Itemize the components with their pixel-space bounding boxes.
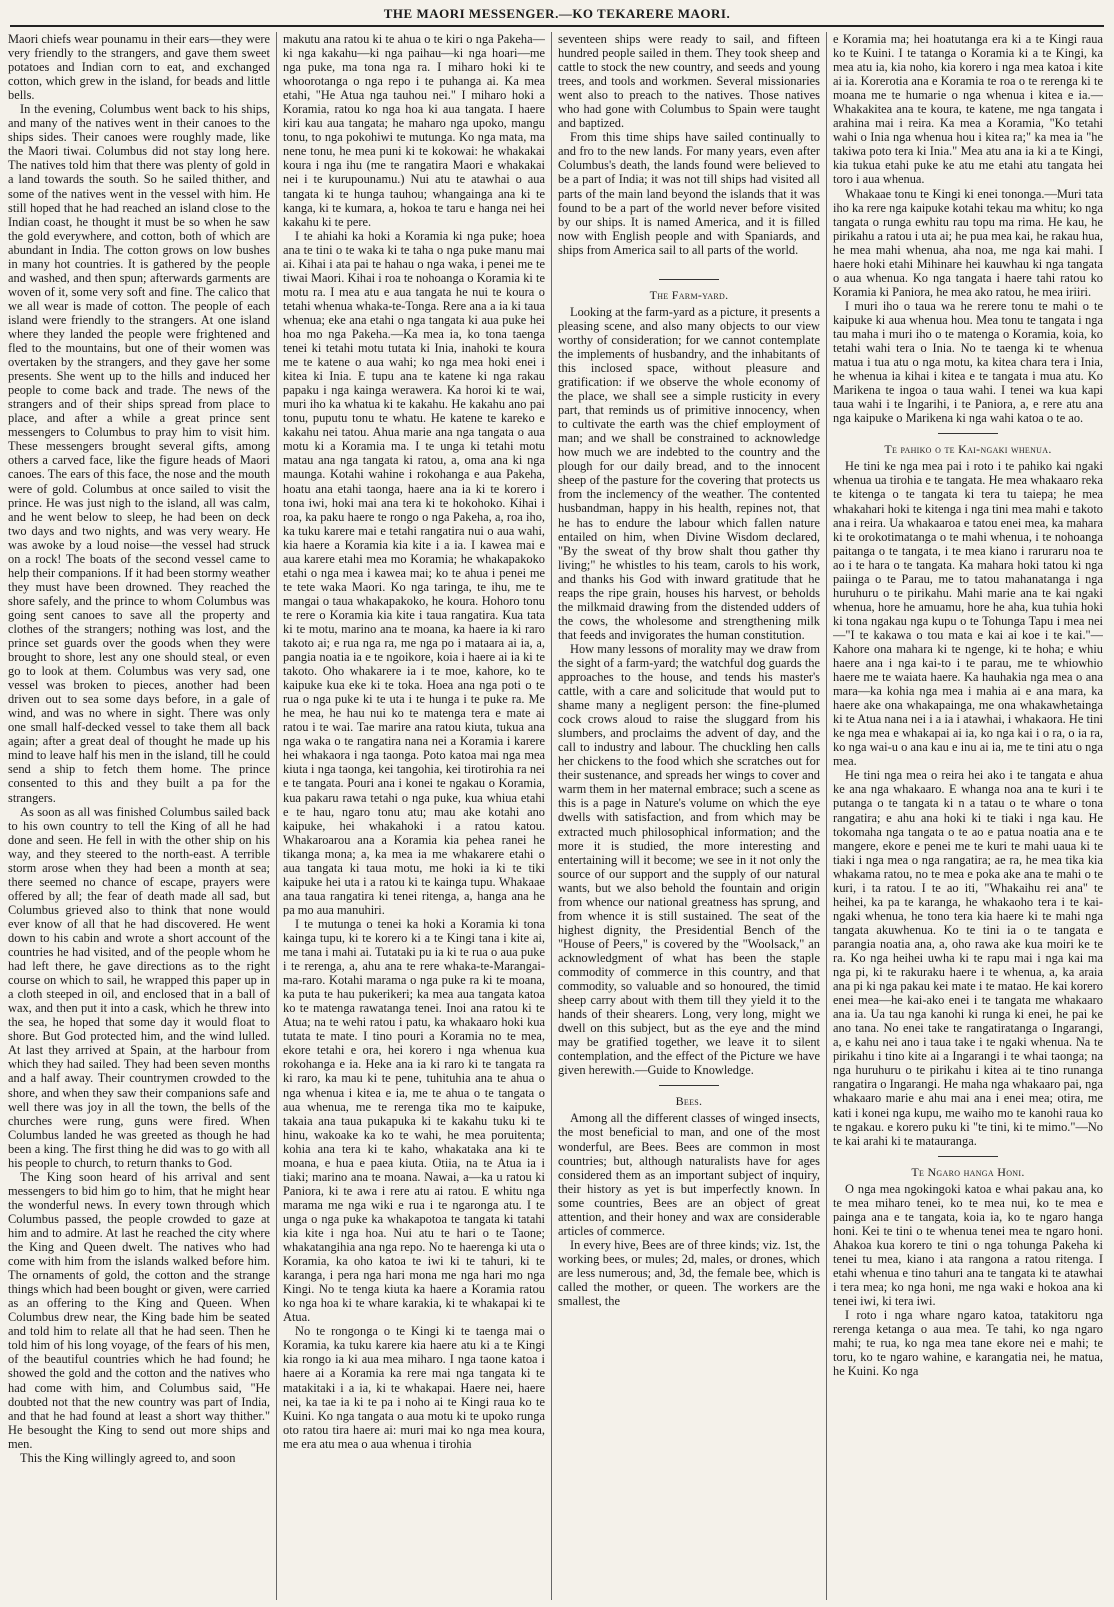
ngaro-honi-paragraph: O nga mea ngokingoki katoa e whai pakau ana, ko te mea miharo tenei, ko te mea nui, ko te mea e painga ana e te tangata, koia ia, ko te ngaro hanga honi. Kei te tini o te whenua tenei mea te ngaro honi. Ahakoa kua korero te tini o nga tohunga Pakeha ki tenei tu mea, kiano i ata rangona a ratou ritenga. I etahi whenua e tino tahuri ana te tangata ki te atawhai i tera mea; ko nga honi, me nga waki e hokoa ana ki tenei iwi, ki tera iwi. (833, 1181, 1103, 1309)
farm-yard-heading: The Farm-yard. (649, 287, 729, 302)
col4-paragraph: Whakaae tonu te Kingi ki enei tononga.—Muri tata iho ka rere nga kaipuke kotahi tekau ma whitu; ko nga tangata o runga ewhitu rau topu ma rima. He kau, he pirikahu a ratou i uta ai; he pua mea kai, he rakau hua, he mea mahi whenua, aha noa, me nga kai mahi. I haere hoki etahi Mihinare hei kauwhau ki nga tangata o aua whenua. Ko nga tangata i haere tahi ratou ko Koramia ki Paniora, he mea ako ratou, he mea iriiri. (833, 186, 1103, 299)
pahiko-heading: Te pahiko o te Kai-ngaki whenua. (884, 442, 1052, 457)
column-divider (551, 32, 552, 1600)
col4-paragraph: e Koramia ma; hei hoatutanga era ki a te Kingi raua ko te Kuini. I te tatanga o Koramia ki a te Kingi, ka mea atu ia, kia noho, kia korero i nga mea katoa i kite ai ia. Korerotia ana e Koramia te roa o te rerenga ki te moana me te humarie o nga whenua i kitea e ia.—Whakakitea ana te koura, te katene, me nga tangata i arahina mai i reira. Ka mea a Koramia, "Ko tetahi wahi o Inia nga whenua hou i kitea ra;" ka mea ia "he takiwa poto tera ki Inia." Mea atu ana ia ki a te Kingi, kia tukua etahi puke ke atu me etahi atu tangata hei toro i aua whenua. (833, 32, 1103, 187)
farm-yard-paragraph: How many lessons of morality may we draw from the sight of a farm-yard; the watchful dog guards the approaches to the house, and tends his master's cattle, with a care and solicitude that would put to shame many a negligent person: the fine-plumed cock crows aloud to raise the sluggard from his slumbers, and proclaims the advent of day, and the call to industry and labour. The chuckling hen calls her chickens to the food which she scratches out for their sustenance, and spreads her wings to cover and warm them in her maternal embrace; such a scene as this is a page in Nature's volume on which the eye dwells with satisfaction, and from which may be extracted much philosophical information; and the more it is studied, the more interesting and entertaining will it become; we see in it not only the source of our support and the supply of our natural wants, but we also behold the fountain and origin from whence our national greatness has sprung, and from whence it is still sustained. The seat of the highest dignity, the Presidential Bench of the "House of Peers," is covered by the "Woolsack," an acknowledgment of what has been the staple commodity of commerce in this country, and that commodity, so valuable and so honoured, the timid sheep carry about with them till they yield it to the hands of their shearers. Long, very long, might we dwell on this subject, but as the eye and the mind may be gratified together, we leave it to silent contemplation, and the effect of the Picture we have given herewith.—Guide to Knowledge. (558, 641, 820, 1078)
col3-paragraph: From this time ships have sailed continually to and fro to the new lands. For many years, even after Columbus's death, the lands found were believed to be a part of India; it was not till ships had visited all parts of the main land beyond the islands that it was found to be a part of the world never before visited by our ships. It is named America, and it is filled now with English people and with Spaniards, and ships from America sail to all parts of the world. (558, 130, 820, 257)
pahiko-paragraph: He tini nga mea o reira hei ako i te tangata e ahua ke ana nga whakaaro. E whanga noa ana te kuri i te putanga o te tangata ki n a tatau o te whare o tona rangatira; e ahu ana hoki ki te tiaki i nga kau. He tokomaha nga tangata o te ao e patua noatia ana e te mangere, ekore e penei me te kuri te mahi uaua ki te tiaki i nga mea o nga rangatira; ae ra, he mea tika kia whakama ratou, no te mea e poka ake ana te mahi o te kuri, i ta ratou. I te ao iti, "Whakaihu rei ana" te heihei, ka pa te karanga, he whakaoho tera i te kai-ngaki whenua, he tono tera kia haere ki te mahi nga tangata akuwhenua. Ko te tini ia o te tangata e parangia noatia ana, a, oho rawa ake kua moiri ke te ra. Ko nga heihei uwha ki te rapu mai i nga kai ma nga pi, ki te rakuraku haere i te whenua, a, ka araia ana pi ki nga pakau kei mate i te matao. He kai korero enei mea—he kai-ako enei i te tangata me whakaaro ana ia. Ua tau nga kanohi ki runga ki enei, he pai ke ano tana. No enei take te rangatiratanga o Ingarangi, a, e kahu nei ano i taua take i te ngaki whenua. Na te pirikahu i tino kite ai a Ingarangi i te whai taonga; na nga huruhuru o te pirikahu i kitea ai te tino runanga rangatira o Ingarangi. He maha nga whakaaro pai, nga whakaaro marie e ahu mai ana i enei mea; otira, me kati i konei nga kupu, me waiho mo te kanohi raua ko te ngakau. e korero puku ki "te tini, ki te mimo."—No te kai arahi ki te matauranga. (833, 768, 1103, 1148)
section-rule (938, 1156, 998, 1157)
col1-paragraph: The King soon heard of his arrival and sent messengers to bid him go to him, that he might hear the wonderful news. In every town through which Columbus passed, the people crowded to gaze at him and to admire. At last he reached the city where the King and Queen dwelt. The natives who had come with him from the islands walked before him. The ornaments of gold, the cotton and the strange things which had been bought or given, were carried as an offering to the King and Queen. When Columbus drew near, the King bade him be seated and told him to relate all that he had seen. Then he told him of his long voyage, of the fears of his men, of the beautiful countries which he had found; he showed the gold and the cotton and the natives who had come with him, and Columbus said, "He doubted not that the new country was part of India, and that he had found at least a short way thither." He besought the King to send out more ships and men. (8, 1169, 270, 1451)
col2-paragraph: makutu ana ratou ki te ahua o te kiri o nga Pakeha—ki nga kakahu—ki nga paihau—ki nga hoari—me nga puke, ma tona nga ra. I miharo hoki ki te whoorotanga o nga repo i te puhanga ai. Ka mea etahi, "He Atua nga tauhou nei." I miharo hoki a Koramia, ratou ko nga hoa ki aua tangata. I haere kiri kau aua tangata; he maharo nga upoko, mangu tonu, to nga pokohiwi te mutunga. Ko nga mata, ma nene tonu, he mea puni ki te kokowai: he whakakai koura i nga ihu (me te rangatira Maori e whakakai nei i te kurupounamu.) Nui atu te atawhai o aua tangata ki te hunga tauhou; whangainga ana ki te kanga, ki te kumara, a, hokoa te taru e hanga nei hei kakahu ki te pere. (283, 32, 545, 229)
bees-paragraph: In every hive, Bees are of three kinds; viz. 1st, the working bees, or mules; 2d, males, or drones, which are less numerous; and, 3d, the female bee, which is called the mother, or queen. The workers are the smallest, the (558, 1237, 820, 1309)
columns (8, 32, 1108, 1600)
bees-heading: Bees. (675, 1094, 703, 1109)
farm-yard-paragraph: Looking at the farm-yard as a picture, it presents a pleasing scene, and also many objects to our view worthy of consideration; for we cannot contemplate the implements of husbandry, and the inhabitants of this inclosed space, without pleasure and gratification: if we observe the whole economy of the place, we shall see a simple rusticity in every part, that reminds us of primitive innocency, when to cultivate the earth was the chief employment of man; and we shall be constrained to acknowledge how much we are indebted to the country and the plough for our daily bread, and to the innocent sheep of the pasture for the covering that protects us from the inclemency of the weather. The contented husbandman, happy in his health, repines not, that he has to endure the labour which fallen nature entailed on him, when Divine Wisdom declared, "By the sweat of thy brow shalt thou gather thy living;" he whistles to his team, carols to his work, and thanks his God with inward gratitude that he reaps the ripe grain, houses his harvest, or beholds the milkmaid drawing from the distended udders of the cows, the wholesome and strengthening milk that feeds and invigorates the human constitution. (558, 304, 820, 642)
section-rule (659, 1085, 719, 1086)
masthead: THE MAORI MESSENGER.—KO TEKARERE MAORI. (383, 6, 731, 21)
column-divider (276, 32, 277, 1600)
pahiko-paragraph: He tini ke nga mea pai i roto i te pahiko kai ngaki whenua ua tirohia e te tangata. He mea whakaaro reka te kitenga o te tangata ki tera tu taiepa; he mea whakahari hoki te kitenga i nga tini mea mahi e takoto ana i reira. Ua whakaaroa e tatou enei mea, ka mahara ki te orokotimatanga o te mahi whenua, i te nohoanga paitanga o te tangata, i te mea kiano i raruraru noa te ao i te hara o te tangata. Ka mahara hoki tatou ki nga paiinga o te Parau, me to tatou mahanatanga i nga huruhuru o te pirikahu. Mahi marie ana te kai ngaki whenua, hore he amuamu, hore he aha, kua tuhia hoki ki tona ngakau nga kupu o te Tohunga Tapu i mea nei—"I te kakawa o tou mata e kai ai koe i te kai."—Kahore ona mahara ki te ngenge, ki te hoha; e whiu haere ana i nga kai-to i te parau, me te whiowhio haere me te waiata haere. Ka hauhakia nga mea o ana mara—ka kohia nga mea i mahia ai e ana mara, ka haere ake ona whakapainga, me ona whakawhetainga ki te Atua nana nei i a ia i atawhai, i whakaora. He tini ke nga mea e whakapai ai ia, ko nga kai i o ra, o ia ra, ko nga wai-u o ana kau e inu ai ia, me te tini atu o nga mea. (833, 459, 1103, 769)
spacer (558, 257, 820, 271)
col2-paragraph: I te ahiahi ka hoki a Koramia ki nga puke; hoea ana te tini o te waka ki te taha o nga puke manu mai ai. Kihai i ata pai te hahau o nga waka, i penei me te tiwai Maori. Kihai i roa te nohoanga o Koramia ki te motu ra. I mea atu e aua tangata he nui te koura o tetahi whenua whaka-te-Tonga. Rere ana a ia ki taua whenua; eke ana etahi o nga tangata ki aua puke hei hoa mo nga Pakeha.—Ka mea ia, ko tona taenga tenei ki tetahi motu tutata ki Inia, inahoki te koura me te katene o aua wahi; ko nga mea hoki enei i kitea ki Inia. E tupu ana te katene ki nga rakau papaku i nga kainga werawera. Ka horoi ki te wai, muri iho ka whatua ki te kakahu. He kakahu ano pai tonu, puputu tonu te whatu. He katene te kareko e kakahu nei tatou. Ahua marie ana nga tangata o aua motu ki a Koramia ma. I te unga ki tetahi motu matau ana nga tangata ki ratou, a, oma ana ki nga maunga. Kotahi wahine i rokohanga e aua Pakeha, hoatu ana etahi taonga, haere ana ia ki te korero i tona iwi, hoki mai ana tera ki te hokohoko. Kihai i roa, ka paku haere te rongo o nga Pakeha, a, roa iho, ka tuku karere mai e tetahi rangatira nui o aua wahi, kia haere a Koramia kia kite i a ia. I kawea mai e aua karere etahi mea mo Koramia; he whakapakoko etahi o nga mea i kawea mai; ko te ahua i penei me te tete waka Maori. Ko nga taringa, te ihu, me te mangai o taua whakapakoko, he koura. Hohoro tonu te rere o Koramia kia kite i taua rangatira. Kua tata ki te motu, marino ana te moana, ka haere ia ki raro takoto ai; e rua nga ra, me nga po i mataara ai ia, a, pangia noatia ia e te ngoikore, koia i haere ai ia ki te takoto. Oho whakarere ia i te moe, kahore, ko te kaipuke kua eke ki te toka. Hoea ana nga poti o te rua o nga puke ki te uta i te hunga i te puke ra. Me he mea, he hau nui ko te matenga tera e mate ai ratou i te wai. Tae marire ana ratou kiuta, tukua ana nga waka o te rangatira nana nei a Koramia i karere hei whakaora i nga taonga. Poto katoa mai nga mea kiuta i nga taonga, kei tangohia, kei tirotirohia ra nei e te tangata. Pouri ana i konei te ngakau o Koramia, kua pakaru rawa tetahi o nga puke, kua whiua etahi e te hau, ngaro tonu atu; mau ake kotahi ano kaipuke, hei whakahoki i a ratou katou. Whakaroarou ana a Koramia kia pehea ranei he tikanga mona; a, ka mea ia me whakarere etahi o aua tangata ki taua motu, me hoki ia ki te tiki kaipuke hei uta i a ratou ki te kainga tupu. Whakaae ana taua rangatira ki tenei ritenga, a, hanga ana he pa mo aua manuhiri. (283, 228, 545, 917)
col2-paragraph: I te mutunga o tenei ka hoki a Koramia ki tona kainga tupu, ki te korero ki a te Kingi tana i kite ai, me tana i mahi ai. Tutataki pu ia ki te rua o aua puke i te rerenga, a, ahu ana te rere whaka-te-Marangai-ma-raro. Kotahi marama o nga puke ra ki te moana, ka puta te hau pukerikeri; ka mea aua tangata katoa ko te matenga rawatanga tenei. Inoi ana ratou ki te Atua; na te wehi ratou i patu, ka whakaaro hoki kua tutata te mate. I tino pouri a Koramia no te mea, ekore tetahi e ora, hei korero i nga whenua kua rokohanga e ia. Heke ana ia ki raro ki te tangata ra ki raro, ka mau ki te pene, tuhituhia ana te ahua o nga whenua i kitea e ia, me te ahua o te tangata o aua whenua, me te rerenga tika mo te kaipuke, takaia ana taua pukapuka ki te kakahu tuku ki te hinu, wakoake ka ko te wahi, he mea poruitenta; kohia ana tera ki te kaho, whakataka ana ki te moana, e hua e paea kiuta. Otiia, na te Atua ia i tiaki; marino ana te moana. Nawai, a—ka u ratou ki Paniora, ki te awa i rere atu ai ratou. E whitu nga marama me nga wiki e rua i te ngaronga atu. I te unga o nga puke ka whakapotoa te tangata ki tatahi kia kite i nga hoa. Nui atu te hari o te Taone; whakatangihia ana nga repo. No te haerenga ki uta o Koramia, ka oho katoa te iwi ki te tahuri, ki te karanga, i pera nga hari mona me nga hari mo nga Kingi. No te tenga kiuta ka haere a Koramia ratou ko nga hoa ki te whare karakia, ki te whakapai ki te Atua. (283, 916, 545, 1325)
section-rule (659, 279, 719, 280)
column-4 (833, 32, 1103, 1600)
col1-paragraph: In the evening, Columbus went back to his ships, and many of the natives went in their canoes to the ships sides. Their canoes were roughly made, like the Maori tiwai. Columbus did not stay long here. The natives told him that there was plenty of gold in a land towards the south. So he sailed thither, and some of the natives went in the vessel with him. He still hoped that he had reached an island close to the Indian coast, he thought it must be so when he saw the gold everywhere, and cotton, both of which are abundant in India. The cotton grows on low bushes in many hot countries. It is gathered by the people and washed, and then spun; afterwards garments are woven of it, some very soft and fine. The calico that we all wear is made of cotton. The people of each island were friendly to the strangers. At one island where they landed the people were frightened and fled to the mountains, but one of their women was overtaken by the strangers, and they gave her some presents. She went up to the hills and induced her people to come back and trade. The news of the strangers and of their ships spread from place to place, and after a while a great prince sent messengers to Columbus to pray him to visit him. These messengers brought several gifts, among others a carved face, like the figure heads of Maori canoes. The ears of this face, the nose and the mouth were of gold. Columbus at once sailed to visit the prince. He was just nigh to the island, all was calm, and he went below to sleep, he had been on deck two days and two nights, and was very weary. He was awoke by a loud noise—the vessel had struck on a rock! The boats of the second vessel came to help their companions. If it had been stormy weather they must have been drowned. They reached the shore safely, and the prince to whom Columbus was going sent canoes to save all the property and clothes of the strangers; nothing was lost, and the prince set guards over the goods when they were brought to shore, lest any one should steal, or even go to look at them. Columbus was very sad, one vessel was broken to pieces, another had been driven out to sea some days before, in a gale of wind, and was no where in sight. There was only one small half-decked vessel to take them all back again; after a great deal of thought he made up his mind to leave half his men in the island, till he could send a ship to fetch them home. The prince consented to this and they built a pa for the strangers. (8, 102, 270, 805)
col1-paragraph: As soon as all was finished Columbus sailed back to his own country to tell the King of all he had done and seen. He fell in with the other ship on his way, and they steered to the north-east. A terrible storm arose when they had been a month at sea; there seemed no chance of escape, prayers were offered by all; the fear of death made all sad, but Columbus grieved also to think that none would ever know of all that he had discovered. He went down to his cabin and wrote a short account of the countries he had visited, and of the people whom he had left there, he gave directions as to the right course on which to sail, he wrapped this paper up in a cloth steeped in oil, and enclosed that in a ball of wax, and then put it into a cask, which he threw into the sea, he hoped that some day it would float to shore. But God protected him, and the wind lulled. At last they arrived at Spain, at the harbour from which they had sailed. They had been seven months and a half away. Their countrymen crowded to the shore, and when they saw their companions safe and well there was joy in all the town, the bells of the churches were rung, guns were fired. When Columbus landed he was greeted as though he had been a king. The first thing he did was to go with all his people to church, to return thanks to God. (8, 804, 270, 1170)
col2-paragraph: No te rongonga o te Kingi ki te taenga mai o Koramia, ka tuku karere kia haere atu ki a te Kingi kia rongo ia ki aua mea miharo. I nga taone katoa i haere ai a Koramia ka rere mai nga tangata ki te matakitaki i a ia, ki te whakapai. Haere nei, haere nei, ka tae ia ki te pa i noho ai te Kingi raua ko te Kuini. Ko nga tangata o aua motu ki te upoko runga oto ratou tira haere ai: muri mai ko nga mea koura, me era atu mea o aua whenua i tirohia (283, 1324, 545, 1451)
col3-paragraph: seventeen ships were ready to sail, and fifteen hundred people sailed in them. They took sheep and cattle to stock the new country, and seeds and young trees, and tools and workmen. Several missionaries went also to preach to the natives. Those natives who had gone with Columbus to Spain were taught and baptized. (558, 32, 820, 131)
bees-paragraph: Among all the different classes of winged insects, the most beneficial to man, and one of the most wonderful, are Bees. Bees are common in most countries; but, although naturalists have for ages considered them as an important subject of inquiry, their history as yet is but imperfectly known. In some countries, Bees are an object of great attention, and their honey and wax are considerable articles of commerce. (558, 1111, 820, 1238)
ngaro-honi-heading: Te Ngaro hanga Honi. (911, 1164, 1025, 1179)
section-rule (938, 433, 998, 434)
ngaro-honi-paragraph: I roto i nga whare ngaro katoa, tatakitoru nga rerenga ketanga o aua mea. Te tahi, ko nga ngaro mahi; te rua, ko nga mea tane ekore nei e mahi; te toru, ko te ngaro wahine, e karangatia nei, he matua, he Kuini. Ko nga (833, 1308, 1103, 1379)
column-3 (558, 32, 820, 1600)
col4-paragraph: I muri iho o taua wa he rerere tonu te mahi o te kaipuke ki aua whenua hou. Mea tonu te tangata i nga tau maha i muri iho o te matenga o Koramia, koia, ko tetahi wahi tera o Inia. No te taenga ki te whenua matua i tua atu o nga motu, ka kitea chara tera i Inia, he whenua ia kihai i kitea e te tangata i mua atu. Ko Marikena te ingoa o taua wahi. I tenei wa kua kapi taua wahi i te Ingarihi, i te Paniora, a, e rere atu ana nga kaipuke o Marikena ki nga wahi katoa o te ao. (833, 298, 1103, 426)
column-divider (826, 32, 827, 1600)
col1-paragraph: Maori chiefs wear pounamu in their ears—they were very friendly to the strangers, and gave them sweet potatoes and Indian corn to eat, and exchanged cotton, which grew in the island, for beads and little bells. (8, 32, 270, 103)
column-2 (283, 32, 545, 1600)
col1-paragraph: This the King willingly agreed to, and soon (20, 1450, 236, 1465)
column-1 (8, 32, 270, 1600)
masthead-rule (10, 25, 1104, 27)
